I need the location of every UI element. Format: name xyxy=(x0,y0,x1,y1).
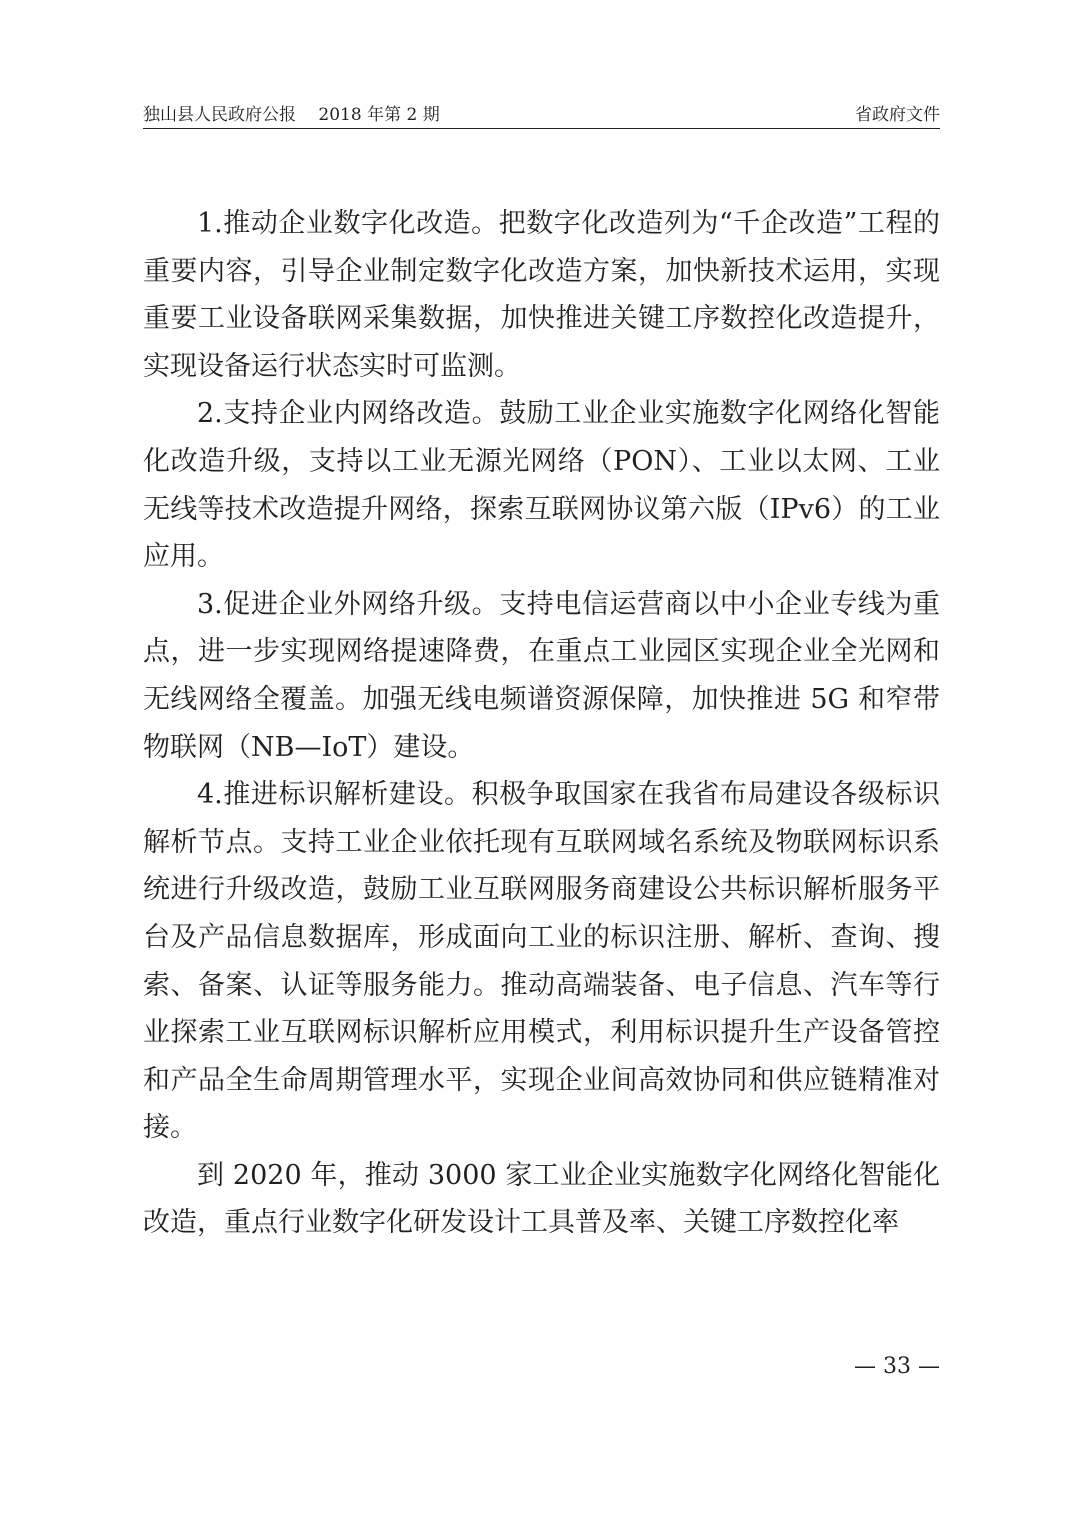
gazette-title: 独山县人民政府公报 2018 年第 2 期 xyxy=(143,105,440,125)
page-header xyxy=(143,104,940,126)
paragraph-3: 3.促进企业外网络升级。支持电信运营商以中小企业专线为重点，进一步实现网络提速降费，在重点工业园区实现企业全光网和无线网络全覆盖。加强无线电频谱资源保障，加快推进 5G 和窄带物联网（NB—IoT）建设。 xyxy=(143,588,940,763)
paragraph-2: 2.支持企业内网络改造。鼓励工业企业实施数字化网络化智能化改造升级，支持以工业无源光网络（PON）、工业以太网、工业无线等技术改造提升网络，探索互联网协议第六版（IPv6）的工业应用。 xyxy=(143,398,940,573)
page-number: — 33 — xyxy=(854,1354,940,1379)
header-divider xyxy=(143,128,940,129)
paragraph-5: 到 2020 年，推动 3000 家工业企业实施数字化网络化智能化改造，重点行业数字化研发设计工具普及率、关键工序数控化率 xyxy=(143,1159,940,1239)
document-body xyxy=(143,200,940,1247)
paragraph-1: 1.推动企业数字化改造。把数字化改造列为“千企改造”工程的重要内容，引导企业制定数字化改造方案，加快新技术运用，实现重要工业设备联网采集数据，加快推进关键工序数控化改造提升，实现设备运行状态实时可监测。 xyxy=(143,208,940,382)
paragraph-4: 4.推进标识解析建设。积极争取国家在我省布局建设各级标识解析节点。支持工业企业依托现有互联网域名系统及物联网标识系统进行升级改造，鼓励工业互联网服务商建设公共标识解析服务平台及产品信息数据库，形成面向工业的标识注册、解析、查询、搜索、备案、认证等服务能力。推动高端装备、电子信息、汽车等行业探索工业互联网标识解析应用模式，利用标识提升生产设备管控和产品全生命周期管理水平，实现企业间高效协同和供应链精准对接。 xyxy=(143,779,940,1144)
section-title: 省政府文件 xyxy=(855,105,940,125)
